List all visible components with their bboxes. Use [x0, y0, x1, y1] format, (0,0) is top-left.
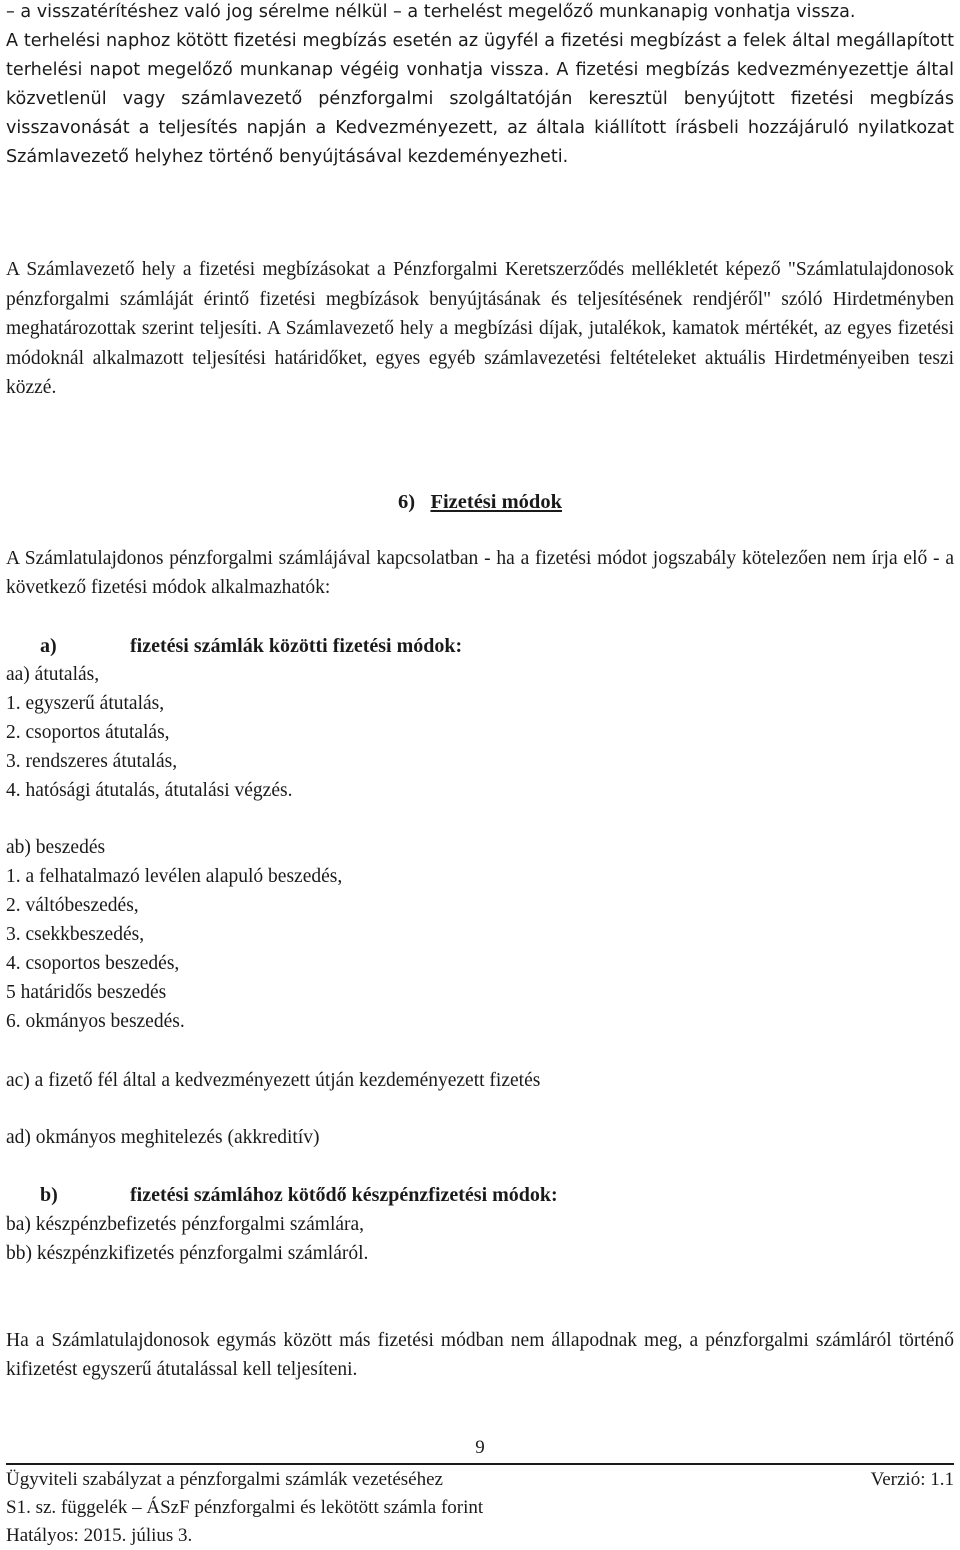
page-number: 9: [475, 1437, 485, 1458]
footer-divider: [6, 1463, 954, 1465]
list-item: ac) a fizető fél által a kedvezményezett útján kezdeményezett fizetés: [6, 1070, 541, 1091]
list-item: 5 határidős beszedés: [6, 982, 167, 1003]
list-item: aa) átutalás,: [6, 664, 100, 685]
list-item: 3. rendszeres átutalás,: [6, 751, 178, 772]
list-item: 1. a felhatalmazó levélen alapuló beszedés,: [6, 866, 343, 887]
list-item: 4. csoportos beszedés,: [6, 953, 180, 974]
subsection-b-heading: [6, 1181, 558, 1210]
list-aa: [6, 660, 292, 805]
list-b: [6, 1210, 368, 1268]
list-item: 4. hatósági átutalás, átutalási végzés.: [6, 780, 293, 801]
top-paragraph-first-line: – a visszatérítéshez való jog sérelme nélkül – a terhelést megelőző munkanapig vonhatja vissza.: [6, 2, 856, 22]
item-ac: [6, 1066, 540, 1095]
footer-effective-date: Hatályos: 2015. július 3.: [6, 1525, 193, 1546]
list-item: 1. egyszerű átutalás,: [6, 693, 165, 714]
subsection-a-label: a): [40, 635, 57, 657]
top-paragraph-body: A terhelési naphoz kötött fizetési megbízás esetén az ügyfél a fizetési megbízást a felek által megállapított terhelési napot megelőző munkanap végéig vonhatja vissza. A fizetési megbízás kedvezményezettje által közvetlenül vagy számlavezető pénzforgalmi szolgáltatóján keresztül benyújtott fizetési megbízás visszavonását a teljesítés napján a Kedvezményezett, az általa kiállított írásbeli hozzájáruló nyilatkozat Számlavezető helyhez történő benyújtásával kezdeményezheti.: [6, 31, 954, 167]
list-item: 2. váltóbeszedés,: [6, 895, 139, 916]
list-ab: [6, 833, 342, 1036]
footer-version: Verzió: 1.1: [870, 1469, 954, 1490]
subsection-b-title: fizetési számlához kötődő készpénzfizetési módok:: [130, 1184, 558, 1206]
paragraph-hirdetmeny: A Számlavezető hely a fizetési megbízásokat a Pénzforgalmi Keretszerződés mellékletét képező "Számlatulajdonosok pénzforgalmi számláját érintő fizetési megbízások benyújtásának és teljesítésének rendjéről" szóló Hirdetményben meghatározottak szerint teljesíti. A Számlavezető hely a megbízási díjak, jutalékok, kamatok mértékét, az egyes fizetési módoknál alkalmazott teljesítési határidőket, egyes egyéb számlavezetési feltételeket aktuális Hirdetményeiben teszi közzé.: [6, 259, 954, 398]
item-ad: [6, 1123, 320, 1152]
footer-annex: S1. sz. függelék – ÁSzF pénzforgalmi és lekötött számla forint: [6, 1497, 484, 1518]
footer-doc-title: Ügyviteli szabályzat a pénzforgalmi számlák vezetéséhez: [6, 1469, 443, 1490]
subsection-a-heading: [6, 632, 462, 661]
list-item: 6. okmányos beszedés.: [6, 1011, 185, 1032]
top-paragraph-block: [6, 0, 954, 172]
section-title: Fizetési módok: [430, 491, 562, 513]
subsection-a-title: fizetési számlák közötti fizetési módok:: [130, 635, 463, 657]
list-item: ab) beszedés: [6, 837, 106, 858]
list-item: ba) készpénzbefizetés pénzforgalmi számlára,: [6, 1214, 365, 1235]
list-item: ad) okmányos meghitelezés (akkreditív): [6, 1127, 320, 1148]
page-footer: [6, 1466, 954, 1550]
intro-paragraph: A Számlatulajdonos pénzforgalmi számlájával kapcsolatban - ha a fizetési módot jogszabály kötelezően nem írja elő - a következő fizetési módok alkalmazhatók:: [6, 548, 954, 598]
list-item: bb) készpénzkifizetés pénzforgalmi számláról.: [6, 1243, 369, 1264]
list-item: 2. csoportos átutalás,: [6, 722, 170, 743]
subsection-b-label: b): [40, 1184, 58, 1206]
list-item: 3. csekkbeszedés,: [6, 924, 145, 945]
section-number: 6): [398, 491, 416, 513]
section-heading: [6, 487, 954, 517]
closing-paragraph: Ha a Számlatulajdonosok egymás között más fizetési módban nem állapodnak meg, a pénzforgalmi számláról történő kifizetést egyszerű átutalással kell teljesíteni.: [6, 1330, 954, 1380]
